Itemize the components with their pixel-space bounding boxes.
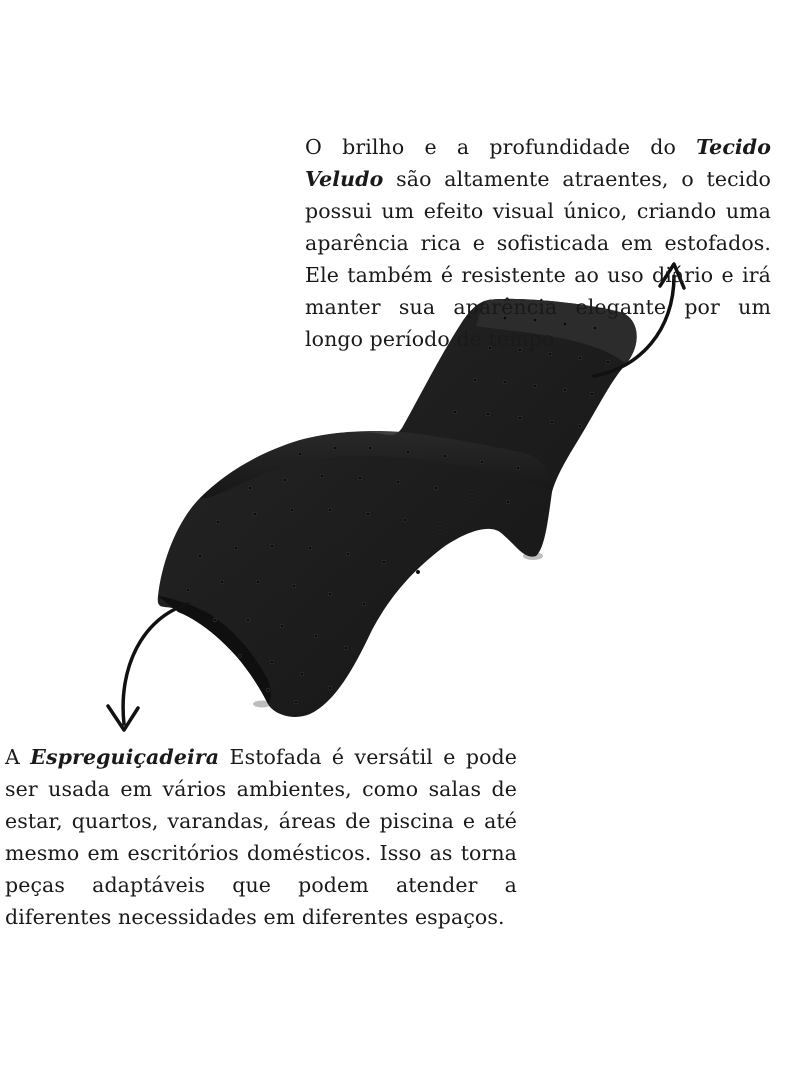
versatility-paragraph: [5, 741, 517, 933]
chaise-longue-image: [158, 299, 637, 717]
fabric-description-lead: O brilho e a profundidade do: [305, 135, 697, 159]
versatility-body: Estofada é versátil e pode ser usada em vários ambientes, como salas de estar, quartos, varandas, áreas de piscina e até mesmo em escritórios domésticos. Isso as torna peças adaptáveis que podem atender a diferentes necessidades em diferentes espaços.: [5, 745, 517, 929]
arrow-down-left-icon: [108, 604, 188, 730]
fabric-description-body: são altamente atraentes, o tecido possui um efeito visual único, criando uma aparência rica e sofisticada em estofados. Ele também é resistente ao uso diário e irá manter sua aparência elegante por um longo período de tempo.: [305, 167, 771, 351]
product-name-highlight: Espreguiçadeira: [30, 745, 220, 769]
fabric-description-paragraph: [305, 131, 771, 355]
fabric-name-highlight: Tecido Veludo: [305, 135, 771, 191]
versatility-lead: A: [5, 745, 31, 769]
